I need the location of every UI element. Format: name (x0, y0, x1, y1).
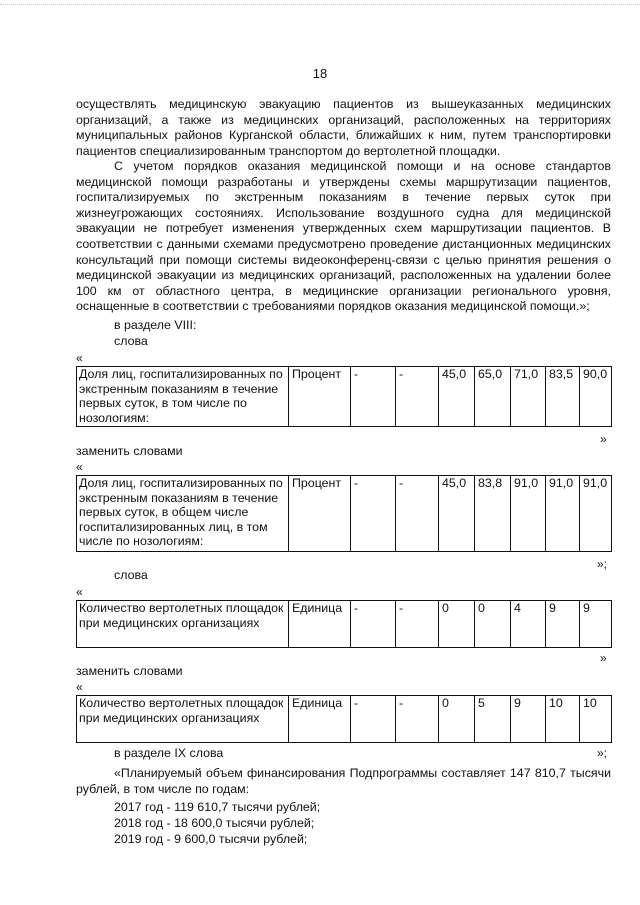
value-cell: 45,0 (439, 367, 475, 427)
year-2017-line: 2017 год - 119 610,7 тысячи рублей; (114, 800, 321, 814)
unit-cell: Процент (289, 476, 351, 552)
open-quote-4: « (76, 680, 83, 694)
year-2018-line: 2018 год - 18 600,0 тысячи рублей; (114, 816, 315, 830)
value-cell: - (396, 696, 439, 743)
replace-label-1: заменить словами (76, 444, 183, 458)
value-cell: 65,0 (475, 367, 511, 427)
value-cell: 10 (546, 696, 580, 743)
scan-top-border (0, 4, 640, 5)
value-cell: - (396, 476, 439, 552)
value-cell: 91,0 (546, 476, 580, 552)
replace-label-2: заменить словами (76, 664, 183, 678)
value-cell: - (351, 367, 396, 427)
value-cell: 9 (546, 601, 580, 648)
close-quote-3: » (600, 651, 607, 665)
value-cell: - (351, 476, 396, 552)
close-quote-1: » (600, 432, 607, 446)
value-cell: 0 (475, 601, 511, 648)
table-row (77, 367, 612, 427)
value-cell: 0 (439, 696, 475, 743)
words-label-1: слова (114, 334, 148, 348)
value-cell: 83,8 (475, 476, 511, 552)
value-cell: 45,0 (439, 476, 475, 552)
value-cell: 91,0 (511, 476, 546, 552)
value-cell: 5 (475, 696, 511, 743)
value-cell: - (351, 601, 396, 648)
value-cell: 9 (580, 601, 612, 648)
table-row (77, 696, 612, 743)
value-cell: 4 (511, 601, 546, 648)
indicator-table-old-share (76, 366, 612, 427)
unit-cell: Единица (289, 696, 351, 743)
value-cell: 90,0 (580, 367, 612, 427)
value-cell: 91,0 (580, 476, 612, 552)
open-quote-2: « (76, 460, 83, 474)
indicator-name-cell: Доля лиц, госпитализированных по экстренным показаниям в течение первых суток, в том числе по нозологиям: (77, 367, 289, 427)
value-cell: 0 (439, 601, 475, 648)
value-cell: 83,5 (546, 367, 580, 427)
section-8-label: в разделе VIII: (114, 318, 197, 332)
table-row (77, 601, 612, 648)
indicator-name-cell: Количество вертолетных площадок при медицинских организациях (77, 696, 289, 743)
financing-paragraph: «Планируемый объем финансирования Подпрограммы составляет 147 810,7 тысячи рублей, в том числе по годам: (76, 766, 611, 796)
unit-cell: Единица (289, 601, 351, 648)
open-quote-3: « (76, 585, 83, 599)
value-cell: - (396, 367, 439, 427)
indicator-name-cell: Доля лиц, госпитализированных по экстренным показаниям в течение первых суток, в общем числе госпитализированных лиц, в том числе по нозологиям: (77, 476, 289, 552)
words-label-2: слова (114, 568, 148, 582)
paragraph-routing: С учетом порядков оказания медицинской помощи и на основе стандартов медицинской помощи разработаны и утверждены схемы маршрутизации пациентов, госпитализируемых по экстренным показаниям в течение первых суток при жизнеугрожающих состояниях. Использование воздушного судна для медицинской эвакуации не потребует изменения утвержденных схем маршрутизации пациентов. В соответствии с данными схемами предусмотрено проведение дистанционных медицинских консультаций при помощи системы видеоконференц-связи с целью принятия решения о медицинской эвакуации из медицинских организаций, расположенных на удалении более 100 км от областного центра, в медицинские организации регионального уровня, оснащенные в соответствии с требованиями порядков оказания медицинской помощи.»; (76, 159, 611, 314)
open-quote-1: « (76, 351, 83, 365)
value-cell: 9 (511, 696, 546, 743)
indicator-name-cell: Количество вертолетных площадок при медицинских организациях (77, 601, 289, 648)
value-cell: 10 (580, 696, 612, 743)
section-9-label: в разделе IX слова (114, 746, 224, 760)
unit-cell: Процент (289, 367, 351, 427)
value-cell: - (396, 601, 439, 648)
paragraph-evacuation: осуществлять медицинскую эвакуацию пациентов из вышеуказанных медицинских организаций, а также из медицинских организаций, расположенных на территориях муниципальных районов Курганской области, ближайших к ним, путем транспортировки пациентов специализированным транспортом до вертолетной площадки. (76, 97, 611, 158)
year-2019-line: 2019 год - 9 600,0 тысячи рублей; (114, 832, 308, 846)
close-quote-semicolon-4: »; (597, 746, 608, 760)
helipad-table-new (76, 695, 612, 743)
table-row (77, 476, 612, 552)
page-number: 18 (312, 66, 328, 81)
value-cell: 71,0 (511, 367, 546, 427)
value-cell: - (351, 696, 396, 743)
close-quote-semicolon-2: »; (597, 557, 608, 571)
indicator-table-new-share (76, 475, 612, 552)
helipad-table-old (76, 600, 612, 648)
